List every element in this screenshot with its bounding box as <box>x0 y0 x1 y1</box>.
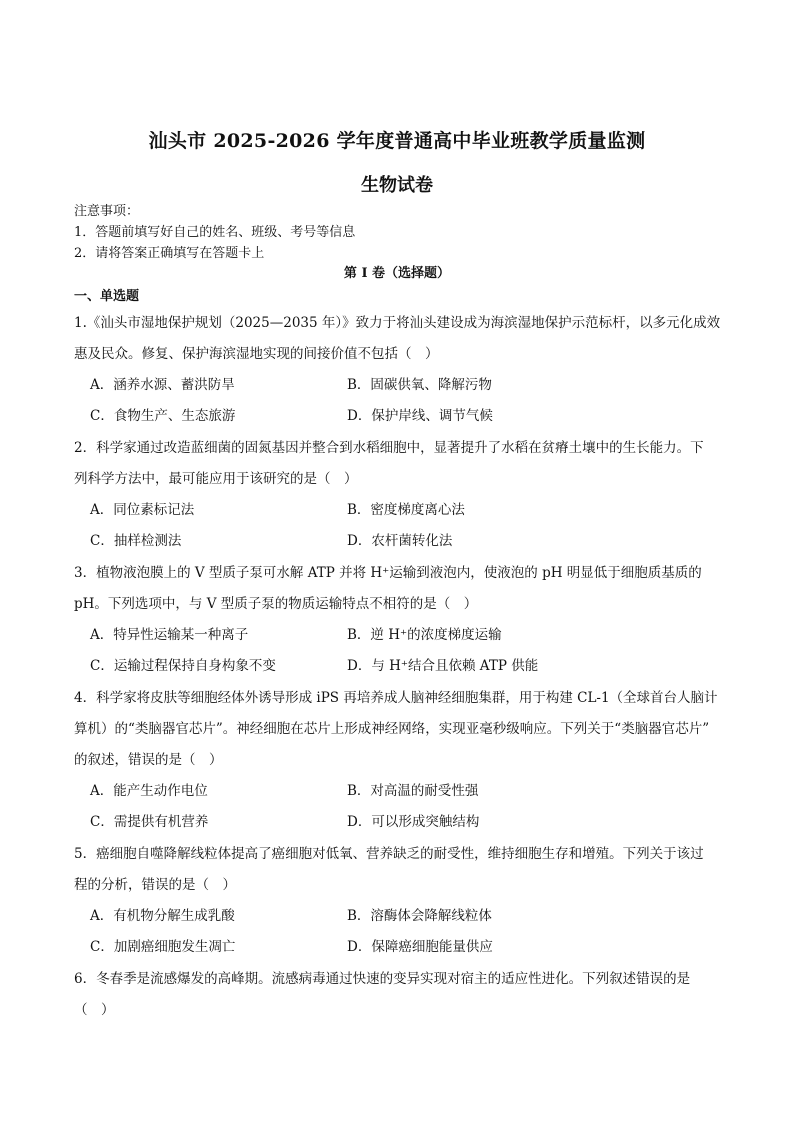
option-b: B．固碳供氧、降解污物 <box>347 377 492 393</box>
option-b: B．对高温的耐受性强 <box>347 783 479 799</box>
question-text-line: 的叙述，错误的是（ ） <box>74 752 223 768</box>
option-b: B．溶酶体会降解线粒体 <box>347 908 492 924</box>
option-c: C．抽样检测法 <box>90 533 182 549</box>
option-d: D．保护岸线、调节气候 <box>347 408 493 424</box>
question-text-line: 程的分析，错误的是（ ） <box>74 877 236 893</box>
question-text-line: 列科学方法中，最可能应用于该研究的是（ ） <box>74 471 358 487</box>
group-title: 一、单选题 <box>74 289 140 304</box>
question-text-line: 3．植物液泡膜上的 V 型质子泵可水解 ATP 并将 H⁺运输到液泡内，使液泡的 pH 明显低于细胞质基质的 <box>74 565 702 581</box>
option-d: D．保障癌细胞能量供应 <box>347 939 493 955</box>
exam-title: 汕头市 2025-2026 学年度普通高中毕业班教学质量监测 <box>148 130 646 152</box>
question-text-line: 2．科学家通过改造蓝细菌的固氮基因并整合到水稻细胞中，显著提升了水稻在贫瘠土壤中的生长能力。下 <box>74 440 704 456</box>
question-text-line: 4．科学家将皮肤等细胞经体外诱导形成 iPS 再培养成人脑神经细胞集群，用于构建 CL-1（全球首台人脑计 <box>74 690 718 706</box>
option-d: D．可以形成突触结构 <box>347 814 480 830</box>
option-a: A．同位素标记法 <box>90 502 195 518</box>
option-c: C．运输过程保持自身构象不变 <box>90 658 276 674</box>
question-text-line: 惠及民众。修复、保护海滨湿地实现的间接价值不包括（ ） <box>74 346 439 362</box>
option-b: B．密度梯度离心法 <box>347 502 465 518</box>
option-c: C．需提供有机营养 <box>90 814 209 830</box>
option-d: D．农杆菌转化法 <box>347 533 453 549</box>
question-text-line: 6．冬春季是流感爆发的高峰期。流感病毒通过快速的变异实现对宿主的适应性进化。下列叙述错误的是 <box>74 971 691 987</box>
question-text-line: pH。下列选项中，与 V 型质子泵的物质运输特点不相符的是（ ） <box>74 596 478 612</box>
notice-block <box>74 201 355 264</box>
option-c: C．食物生产、生态旅游 <box>90 408 236 424</box>
question-text-line: （ ） <box>74 1002 115 1018</box>
option-d: D．与 H⁺结合且依赖 ATP 供能 <box>347 658 539 674</box>
option-a: A．能产生动作电位 <box>90 783 208 799</box>
option-c: C．加剧癌细胞发生凋亡 <box>90 939 236 955</box>
option-a: A．涵养水源、蓄洪防旱 <box>90 377 235 393</box>
notice-item-2: 2．请将答案正确填写在答题卡上 <box>74 246 265 261</box>
exam-subtitle: 生物试卷 <box>361 175 433 196</box>
notice-item-1: 1．答题前填写好自己的姓名、班级、考号等信息 <box>74 225 356 240</box>
option-a: A．有机物分解生成乳酸 <box>90 908 235 924</box>
question-text-line: 5．癌细胞自噬降解线粒体提高了癌细胞对低氧、营养缺乏的耐受性，维持细胞生存和增殖。下列关于该过 <box>74 846 704 862</box>
option-a: A．特异性运输某一种离子 <box>90 627 249 643</box>
notice-heading: 注意事项： <box>74 204 140 219</box>
section-title: 第 I 卷（选择题） <box>343 266 451 281</box>
question-text-line: 算机）的“类脑器官芯片”。神经细胞在芯片上形成神经网络，实现亚毫秒级响应。下列关于“类脑器官芯片” <box>74 721 710 737</box>
option-b: B．逆 H⁺的浓度梯度运输 <box>347 627 502 643</box>
question-text-line: 1.《汕头市湿地保护规划（2025—2035 年）》致力于将汕头建设成为海滨湿地保护示范标杆，以多元化成效 <box>74 315 721 331</box>
